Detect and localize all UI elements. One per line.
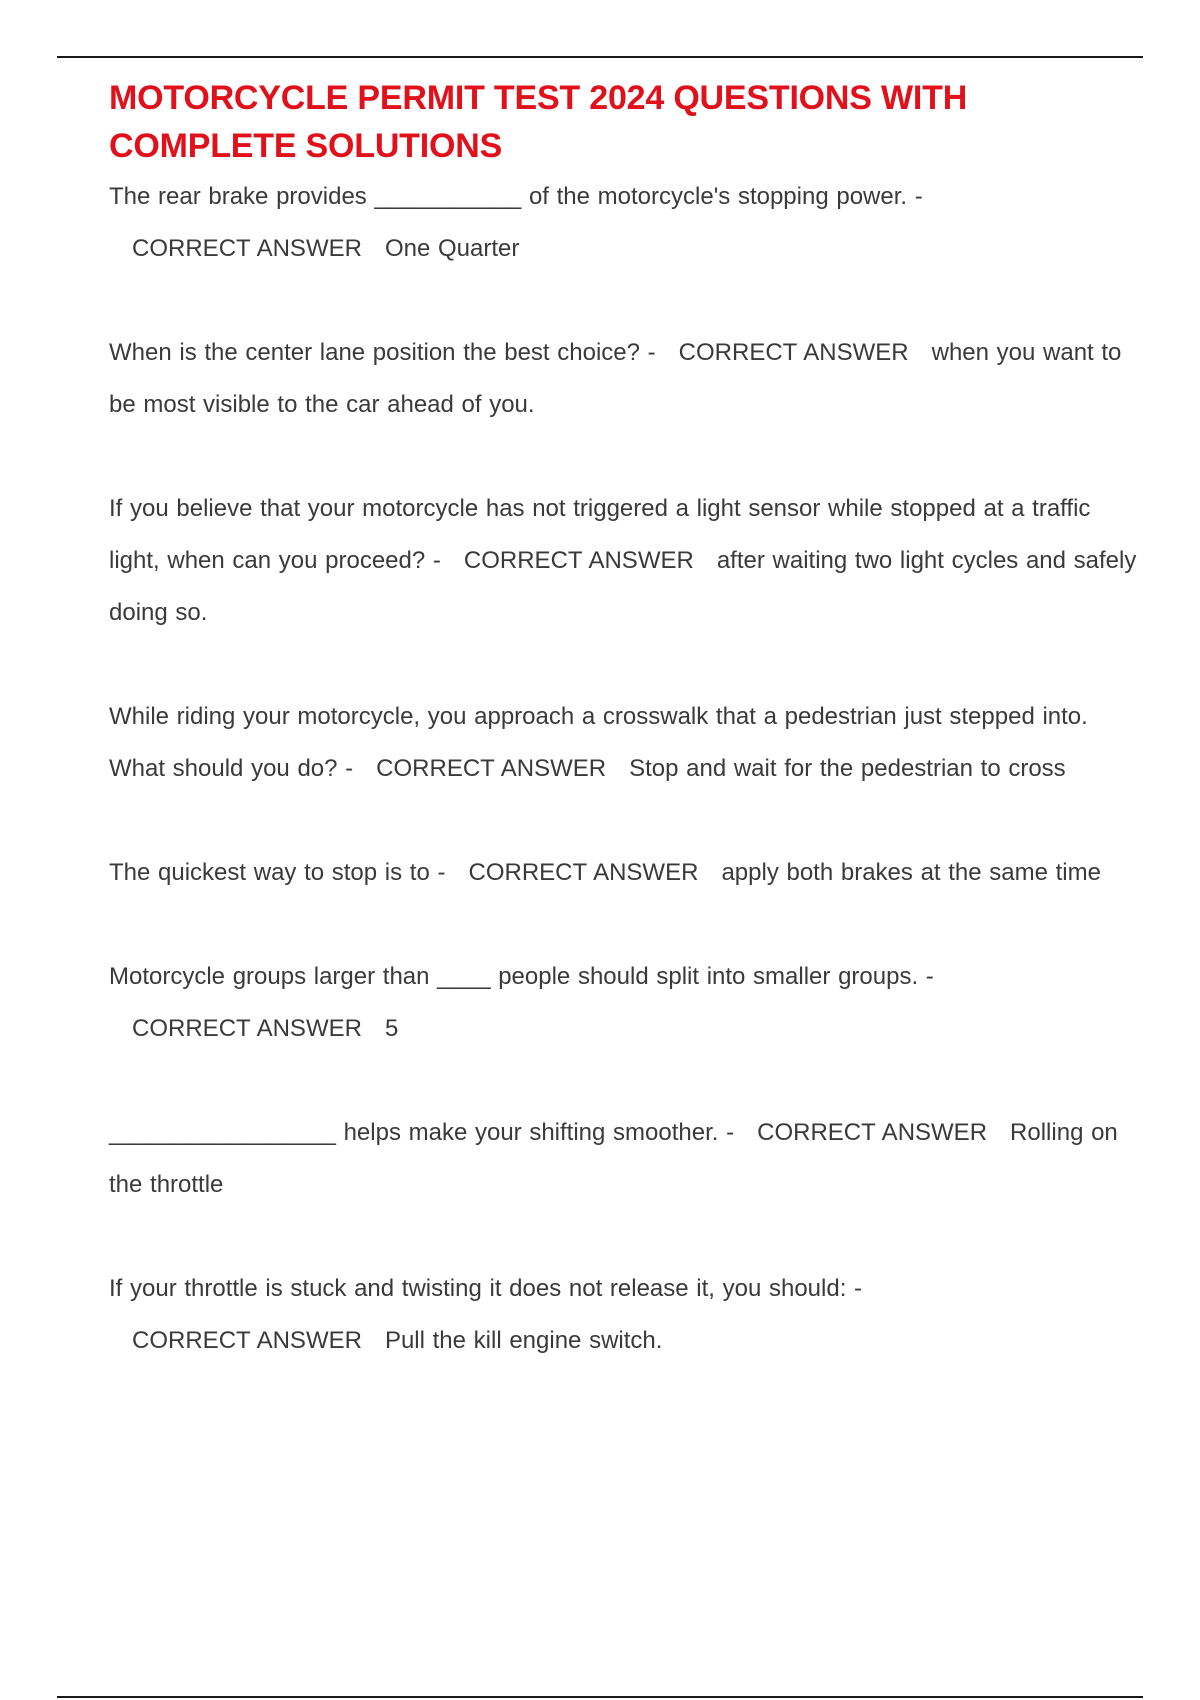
answer-label: CORRECT ANSWER (757, 1119, 988, 1146)
question-text: The quickest way to stop is to - (109, 859, 446, 886)
document-title: MOTORCYCLE PERMIT TEST 2024 QUESTIONS WITH COMPLETE SOLUTIONS (109, 79, 968, 165)
qa-item (109, 691, 1139, 795)
answer-label: CORRECT ANSWER (132, 1015, 362, 1042)
answer-label: CORRECT ANSWER (132, 235, 362, 262)
answer-text: after waiting two light cycles and safely doing so. (109, 547, 1137, 626)
answer-text: when you want to be most visible to the car ahead of you. (109, 339, 1122, 418)
answer-label: CORRECT ANSWER (678, 339, 909, 366)
qa-item (109, 483, 1139, 639)
qa-list (109, 171, 1139, 1367)
qa-item (109, 327, 1139, 431)
answer-text: apply both brakes at the same time (721, 859, 1101, 886)
question-text: If you believe that your motorcycle has not triggered a light sensor while stopped at a traffic light, when can you proceed? - (109, 495, 1091, 574)
answer-text: Rolling on the throttle (109, 1119, 1118, 1198)
answer-label: CORRECT ANSWER (468, 859, 699, 886)
answer-label: CORRECT ANSWER (376, 755, 607, 782)
question-text: The rear brake provides ___________ of the motorcycle's stopping power. - (109, 183, 923, 210)
answer-label: CORRECT ANSWER (463, 547, 694, 574)
header-rule (57, 56, 1143, 58)
answer-text: Pull the kill engine switch. (384, 1327, 663, 1354)
qa-item (109, 847, 1139, 899)
question-text: _________________ helps make your shifting smoother. - (109, 1119, 735, 1146)
footer-rule (57, 1696, 1143, 1698)
qa-item (109, 1107, 1139, 1211)
qa-item (109, 1263, 1139, 1367)
qa-item (109, 171, 1139, 275)
question-text: While riding your motorcycle, you approach a crosswalk that a pedestrian just stepped into. What should you do? - (109, 703, 1088, 782)
answer-text: Stop and wait for the pedestrian to cross (629, 755, 1066, 782)
answer-text: One Quarter (384, 235, 520, 262)
question-text: If your throttle is stuck and twisting it does not release it, you should: - (109, 1275, 863, 1302)
question-text: Motorcycle groups larger than ____ people should split into smaller groups. - (109, 963, 934, 990)
answer-label: CORRECT ANSWER (132, 1327, 362, 1354)
document-body (109, 74, 1139, 1367)
answer-text: 5 (384, 1015, 399, 1042)
qa-item (109, 951, 1139, 1055)
question-text: When is the center lane position the best choice? - (109, 339, 656, 366)
